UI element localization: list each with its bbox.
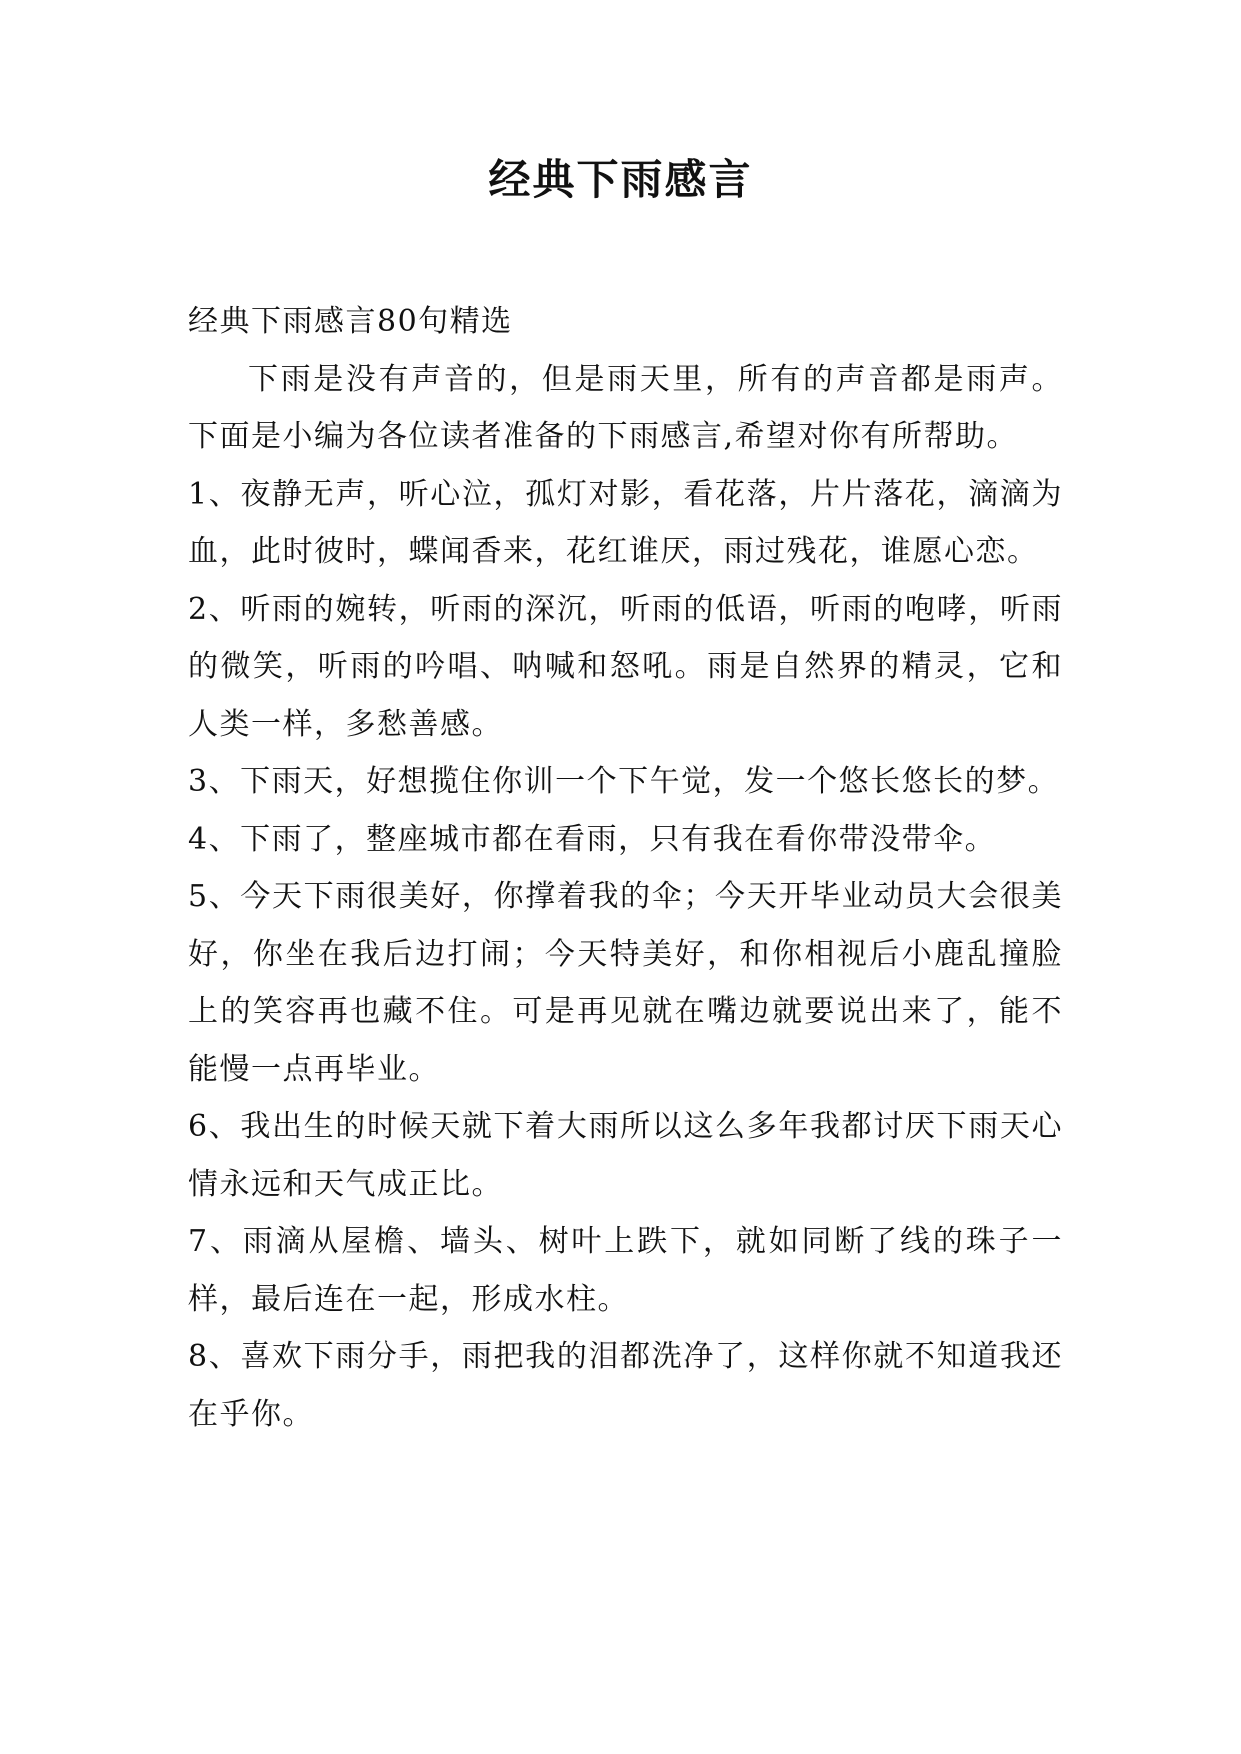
quote-item: 3、下雨天，好想揽住你训一个下午觉，发一个悠长悠长的梦。 bbox=[188, 764, 1060, 799]
intro-paragraph: 下雨是没有声音的，但是雨天里，所有的声音都是雨声。下面是小编为各位读者准备的下雨感言,希望对你有所帮助。 bbox=[188, 361, 1063, 454]
document-body bbox=[188, 293, 1063, 1443]
quote-item: 8、喜欢下雨分手，雨把我的泪都洗净了，这样你就不知道我还在乎你。 bbox=[188, 1339, 1063, 1432]
document-title: 经典下雨感言 bbox=[488, 155, 753, 204]
quote-item: 2、听雨的婉转，听雨的深沉，听雨的低语，听雨的咆哮，听雨的微笑，听雨的吟唱、呐喊和怒吼。雨是自然界的精灵，它和人类一样，多愁善感。 bbox=[188, 591, 1063, 742]
quote-item: 4、下雨了，整座城市都在看雨，只有我在看你带没带伞。 bbox=[188, 821, 997, 857]
document-subtitle: 经典下雨感言80句精选 bbox=[188, 304, 513, 339]
quote-item: 6、我出生的时候天就下着大雨所以这么多年我都讨厌下雨天心情永远和天气成正比。 bbox=[188, 1109, 1063, 1202]
quote-item: 7、雨滴从屋檐、墙头、树叶上跌下，就如同断了线的珠子一样，最后连在一起，形成水柱。 bbox=[188, 1224, 1063, 1317]
quote-item: 5、今天下雨很美好，你撑着我的伞；今天开毕业动员大会很美好，你坐在我后边打闹；今天特美好，和你相视后小鹿乱撞脸上的笑容再也藏不住。可是再见就在嘴边就要说出来了，能不能慢一点再毕业。 bbox=[188, 879, 1063, 1087]
quote-item: 1、夜静无声，听心泣，孤灯对影，看花落，片片落花，滴滴为血，此时彼时，蝶闻香来，花红谁厌，雨过残花，谁愿心恋。 bbox=[188, 476, 1063, 569]
